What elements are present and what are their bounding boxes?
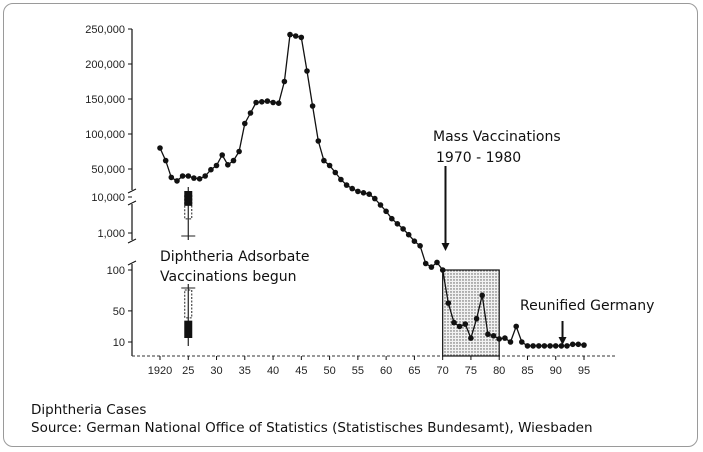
y-tick-label: 100 bbox=[106, 265, 125, 277]
data-point bbox=[581, 342, 587, 348]
data-point bbox=[202, 173, 208, 179]
annotation-mass-vaccinations-years: 1970 - 1980 bbox=[436, 150, 522, 166]
data-point bbox=[259, 99, 265, 105]
syringe-plunger bbox=[184, 191, 192, 206]
data-point bbox=[344, 182, 350, 188]
data-point bbox=[169, 175, 175, 181]
data-point bbox=[457, 324, 463, 330]
data-point bbox=[265, 98, 271, 104]
data-point bbox=[321, 158, 327, 164]
y-tick-label: 50,000 bbox=[91, 164, 125, 176]
data-point bbox=[180, 173, 186, 179]
data-point bbox=[474, 316, 480, 322]
x-tick-label: 45 bbox=[295, 365, 308, 377]
y-tick-label: 1,000 bbox=[97, 228, 125, 240]
arrow-icon bbox=[441, 166, 449, 251]
data-point bbox=[525, 343, 531, 349]
data-point bbox=[248, 110, 254, 116]
caption-title: Diphtheria Cases bbox=[31, 402, 147, 418]
data-point bbox=[434, 260, 440, 266]
data-point bbox=[287, 32, 293, 38]
data-point bbox=[576, 342, 582, 348]
data-point bbox=[553, 343, 559, 349]
data-point bbox=[191, 175, 197, 181]
arrow-head bbox=[441, 243, 449, 251]
data-point bbox=[236, 149, 242, 155]
x-tick-label: 60 bbox=[380, 365, 393, 377]
data-point bbox=[355, 189, 361, 195]
data-point bbox=[395, 221, 401, 227]
data-point bbox=[389, 216, 395, 222]
data-point bbox=[349, 186, 355, 192]
x-tick-label: 50 bbox=[323, 365, 336, 377]
data-point bbox=[519, 339, 525, 345]
data-point bbox=[225, 162, 231, 168]
data-point bbox=[276, 100, 282, 106]
y-tick-label: 100,000 bbox=[85, 129, 125, 141]
data-point bbox=[383, 209, 389, 215]
caption-source: Source: German National Office of Statistics (Statistisches Bundesamt), Wiesbaden bbox=[31, 420, 593, 436]
data-point bbox=[530, 343, 536, 349]
data-point bbox=[214, 163, 220, 169]
data-point bbox=[400, 226, 406, 232]
annotation-reunified-germany: Reunified Germany bbox=[520, 298, 655, 314]
data-point bbox=[361, 190, 367, 196]
x-tick-label: 55 bbox=[351, 365, 364, 377]
data-point bbox=[463, 321, 469, 327]
data-point bbox=[508, 339, 514, 345]
data-point bbox=[513, 324, 519, 330]
data-point bbox=[304, 68, 310, 74]
data-point bbox=[496, 336, 502, 342]
y-tick-label: 150,000 bbox=[85, 94, 125, 106]
data-point bbox=[197, 176, 203, 182]
annotation-mass-vaccinations: Mass Vaccinations bbox=[433, 129, 561, 145]
data-point bbox=[570, 342, 576, 348]
y-tick-label: 10 bbox=[112, 337, 125, 349]
x-tick-label: 25 bbox=[182, 365, 195, 377]
data-point bbox=[479, 293, 485, 299]
data-point bbox=[338, 177, 344, 183]
data-point bbox=[451, 320, 457, 326]
x-tick-label: 30 bbox=[210, 365, 223, 377]
data-point bbox=[412, 238, 418, 244]
x-tick-label: 40 bbox=[266, 365, 280, 377]
data-point bbox=[547, 343, 553, 349]
data-point bbox=[157, 145, 163, 151]
data-point bbox=[333, 170, 339, 176]
data-point bbox=[253, 100, 259, 106]
data-point bbox=[293, 33, 299, 39]
data-point bbox=[242, 121, 248, 127]
x-tick-label: 35 bbox=[238, 365, 251, 377]
x-tick-label: 70 bbox=[436, 365, 449, 377]
x-tick-label: 95 bbox=[577, 365, 591, 377]
data-point bbox=[536, 343, 542, 349]
data-point bbox=[174, 178, 180, 184]
x-tick-label: 90 bbox=[549, 365, 562, 377]
data-point bbox=[485, 331, 491, 337]
data-point bbox=[564, 343, 570, 349]
data-point bbox=[327, 163, 333, 169]
x-tick-label: 75 bbox=[464, 365, 478, 377]
syringe-plunger bbox=[184, 321, 192, 338]
caption bbox=[31, 401, 593, 437]
data-point bbox=[406, 232, 412, 238]
data-point bbox=[502, 335, 508, 341]
data-point bbox=[270, 100, 276, 106]
y-tick-label: 200,000 bbox=[85, 59, 125, 71]
data-point bbox=[231, 158, 237, 164]
x-tick-label: 65 bbox=[408, 365, 421, 377]
data-point bbox=[372, 196, 378, 202]
x-tick-label: 1920 bbox=[147, 365, 173, 377]
y-tick-label: 50 bbox=[112, 305, 125, 318]
data-point bbox=[559, 343, 565, 349]
data-point bbox=[468, 335, 474, 341]
y-tick-label: 10,000 bbox=[91, 192, 125, 204]
data-point bbox=[542, 343, 548, 349]
data-point bbox=[491, 333, 497, 339]
data-point bbox=[446, 300, 452, 306]
y-tick-label: 250,000 bbox=[85, 24, 125, 36]
arrow-icon bbox=[559, 321, 567, 345]
data-point bbox=[366, 191, 372, 197]
data-point bbox=[378, 202, 384, 208]
x-tick-label: 80 bbox=[493, 365, 506, 377]
y-axis-ticks bbox=[85, 24, 132, 349]
x-tick-label: 85 bbox=[521, 365, 534, 377]
data-point bbox=[429, 264, 435, 270]
data-point bbox=[417, 243, 423, 249]
data-point bbox=[423, 261, 429, 267]
syringe-markers bbox=[181, 187, 195, 346]
syringe-icon bbox=[181, 187, 195, 240]
data-point bbox=[208, 167, 214, 173]
data-point bbox=[299, 35, 305, 41]
syringe-icon bbox=[181, 284, 195, 346]
annotation-adsorbate-line2: Vaccinations begun bbox=[160, 269, 297, 285]
data-point bbox=[282, 79, 288, 85]
data-point bbox=[163, 158, 169, 164]
data-point bbox=[219, 152, 225, 158]
data-point bbox=[310, 103, 316, 109]
x-axis-ticks bbox=[148, 356, 590, 377]
annotation-adsorbate-line1: Diphtheria Adsorbate bbox=[160, 249, 310, 265]
data-point bbox=[440, 267, 446, 273]
data-point bbox=[186, 173, 192, 179]
data-point bbox=[316, 138, 322, 144]
